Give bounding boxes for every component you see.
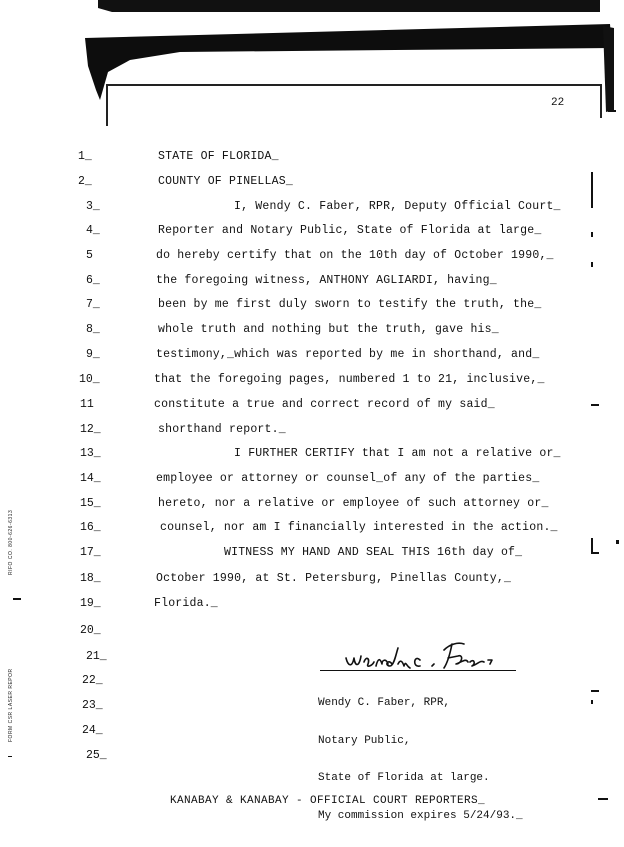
line-number: 3_: [86, 200, 100, 213]
line-text: I FURTHER CERTIFY that I am not a relative or_: [234, 447, 561, 460]
margin-stamp-phone: RIFO CO. 800-626-6313: [8, 509, 14, 575]
line-number: 14_: [80, 472, 101, 485]
scan-mark: [591, 172, 593, 208]
line-number: 21_: [86, 650, 107, 663]
line-text: whole truth and nothing but the truth, gave his_: [158, 323, 499, 336]
photocopy-edge-shadow: [0, 0, 624, 130]
line-text: that the foregoing pages, numbered 1 to 21, inclusive,_: [154, 373, 545, 386]
signer-title: Notary Public,: [318, 734, 411, 747]
signer-jurisdiction: State of Florida at large.: [318, 772, 490, 784]
line-number: 5: [86, 249, 93, 262]
line-number: 25_: [86, 749, 107, 762]
line-number: 4_: [86, 224, 100, 237]
line-text: October 1990, at St. Petersburg, Pinellas County,_: [156, 572, 512, 585]
line-number: 9_: [86, 348, 100, 361]
line-number: 1_: [78, 150, 92, 163]
scan-mark: [591, 538, 593, 552]
scan-mark: [598, 798, 608, 800]
margin-stamp-form: FORM CSR LASER REPOR: [8, 668, 14, 742]
scan-mark: [591, 232, 593, 237]
line-text: COUNTY OF PINELLAS_: [158, 175, 293, 188]
line-text: hereto, nor a relative or employee of such attorney or_: [158, 497, 549, 510]
signer-name: Wendy C. Faber, RPR,: [318, 697, 451, 709]
line-number: 7_: [86, 298, 100, 311]
line-number: 24_: [82, 724, 103, 737]
footer-reporters: KANABAY & KANABAY - OFFICIAL COURT REPORTERS_: [170, 795, 486, 807]
line-text: Reporter and Notary Public, State of Florida at large_: [158, 224, 542, 237]
line-number: 2_: [78, 175, 92, 188]
commission-expiry: My commission expires 5/24/93._: [318, 809, 523, 822]
line-text: STATE OF FLORIDA_: [158, 150, 279, 163]
scan-mark: [591, 690, 599, 692]
page-number: 22: [551, 97, 565, 109]
line-number: 10_: [79, 373, 100, 386]
line-number: 18_: [80, 572, 101, 585]
signature-line: [320, 670, 516, 671]
line-text: counsel, nor am I financially interested in the action._: [160, 521, 558, 534]
scan-mark: [8, 756, 12, 757]
line-text: WITNESS MY HAND AND SEAL THIS 16th day of_: [224, 546, 523, 559]
line-text: employee or attorney or counsel_of any of the parties_: [156, 472, 540, 485]
scan-mark: [591, 700, 593, 704]
line-text: been by me first duly sworn to testify the truth, the_: [158, 298, 542, 311]
line-text: I, Wendy C. Faber, RPR, Deputy Official Court_: [234, 200, 561, 213]
scan-mark: [608, 110, 616, 112]
line-text: testimony,_which was reported by me in shorthand, and_: [156, 348, 540, 361]
line-number: 13_: [80, 447, 101, 460]
line-text: Florida._: [154, 597, 218, 610]
line-number: 8_: [86, 323, 100, 336]
line-text: shorthand report._: [158, 423, 286, 436]
line-number: 23_: [82, 699, 103, 712]
line-number: 12_: [80, 423, 101, 436]
line-text: the foregoing witness, ANTHONY AGLIARDI, having_: [156, 274, 497, 287]
scan-mark: [591, 404, 599, 406]
line-text: constitute a true and correct record of my said_: [154, 398, 495, 411]
line-number: 22_: [82, 674, 103, 687]
signature-block: [318, 672, 523, 847]
scan-mark: [591, 552, 599, 554]
line-number: 6_: [86, 274, 100, 287]
line-number: 17_: [80, 546, 101, 559]
line-number: 15_: [80, 497, 101, 510]
line-number: 16_: [80, 521, 101, 534]
line-text: do hereby certify that on the 10th day of October 1990,_: [156, 249, 554, 262]
scan-mark: [591, 262, 593, 267]
line-number: 19_: [80, 597, 101, 610]
line-number: 11: [80, 398, 94, 411]
scan-mark: [616, 540, 619, 544]
scan-mark: [13, 598, 21, 600]
line-number: 20_: [80, 624, 101, 637]
